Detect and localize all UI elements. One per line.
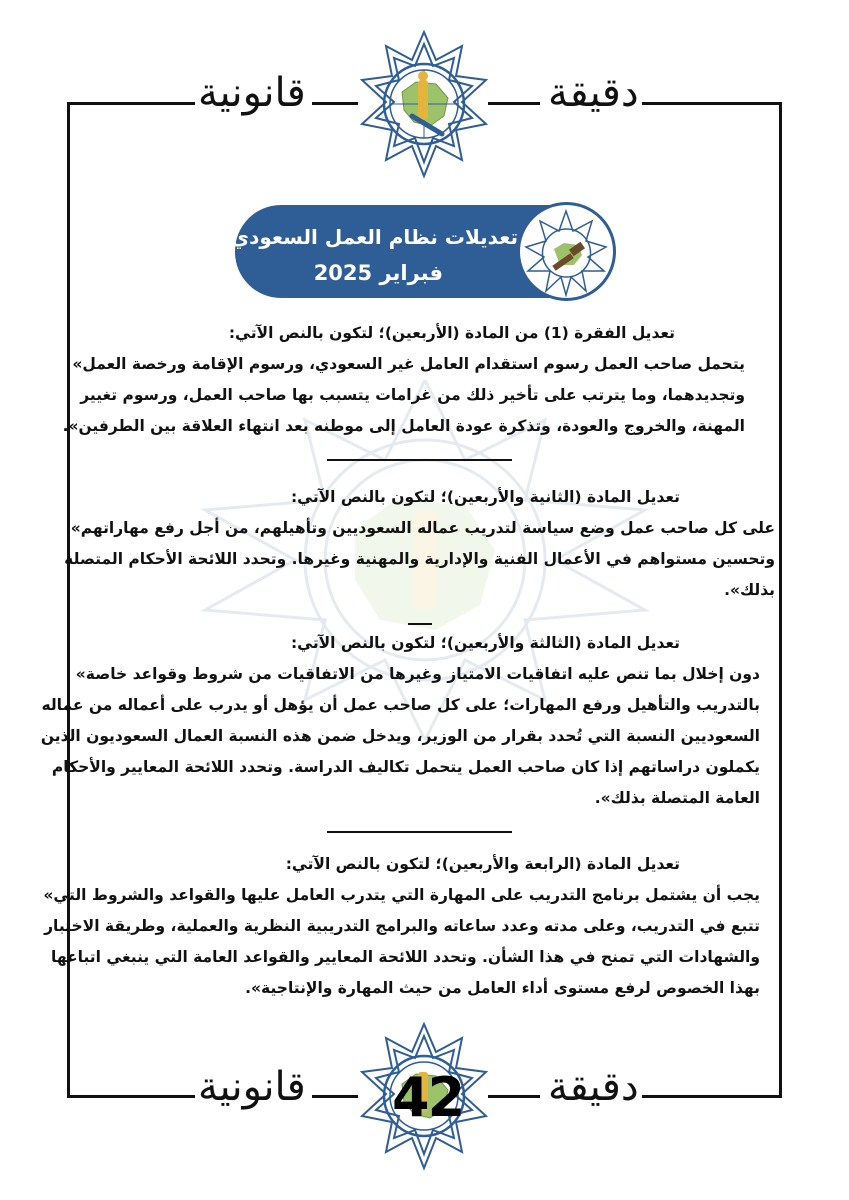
section-3 bbox=[40, 628, 775, 814]
section-1 bbox=[62, 318, 775, 442]
frame-right-line bbox=[779, 102, 782, 1098]
frame-top-mid-left-line bbox=[312, 102, 358, 105]
header-word-qanuniya: قانونية bbox=[198, 70, 306, 116]
section-line: السعوديين النسبة التي تُحدد بقرار من الوزير، ويدخل ضمن هذه النسبة العمال السعوديون الذين bbox=[40, 727, 760, 745]
section-line: دون إخلال بما تنص عليه اتفاقيات الامتياز وغيرها من الاتفاقيات من شروط وقواعد خاصة» bbox=[75, 665, 760, 683]
section-divider bbox=[408, 623, 432, 625]
saudi-map-compass-emblem-icon bbox=[358, 30, 490, 180]
section-line: العامة المتصلة بذلك». bbox=[594, 789, 760, 807]
section-heading: تعديل المادة (الرابعة والأربعين)؛ لتكون بالنص الآتي: bbox=[285, 855, 680, 873]
document-date: فبراير 2025 bbox=[313, 261, 443, 285]
frame-bottom-left-line bbox=[67, 1095, 195, 1098]
frame-bottom-right-line bbox=[642, 1095, 782, 1098]
section-line: يتحمل صاحب العمل رسوم استقدام العامل غير السعودي، ورسوم الإقامة ورخصة العمل» bbox=[72, 355, 745, 373]
section-heading: تعديل المادة (الثانية والأربعين)؛ لتكون بالنص الآتي: bbox=[290, 488, 680, 506]
section-line: المهنة، والخروج والعودة، وتذكرة عودة العامل إلى موطنه بعد انتهاء العلاقة بين الطرفين». bbox=[62, 417, 745, 435]
section-line: بذلك». bbox=[724, 581, 775, 599]
section-line: تتبع في التدريب، وعلى مدته وعدد ساعاته والبرامج التدريبية النظرية والعملية، وطريقة الاختبار bbox=[44, 917, 760, 935]
section-line: وتجديدهما، وما يترتب على تأخير ذلك من غرامات يتسبب بها صاحب العمل، ورسوم تغيير bbox=[80, 386, 745, 404]
footer-word-daqiqa: دقيقة bbox=[548, 1064, 639, 1110]
section-4 bbox=[43, 849, 775, 1004]
section-divider bbox=[327, 459, 512, 461]
title-banner bbox=[230, 205, 613, 298]
section-line: والشهادات التي تمنح في هذا الشأن. وتحدد اللائحة المعايير والقواعد العامة التي ينبغي اتباعها bbox=[51, 948, 760, 966]
frame-top-mid-right-line bbox=[488, 102, 540, 105]
section-line: بالتدريب والتأهيل ورفع المهارات؛ على كل صاحب عمل أن يؤهل أو يدرب على أعماله من عماله bbox=[41, 696, 760, 714]
section-divider bbox=[327, 831, 512, 833]
section-2 bbox=[64, 482, 775, 606]
section-line: بهذا الخصوص لرفع مستوى أداء العامل من حيث المهارة والإنتاجية». bbox=[245, 979, 760, 997]
section-line: يجب أن يشتمل برنامج التدريب على المهارة التي يتدرب العامل عليها والقواعد والشروط التي» bbox=[43, 886, 760, 904]
frame-top-left-line bbox=[67, 102, 195, 105]
section-heading: تعديل المادة (الثالثة والأربعين)؛ لتكون بالنص الآتي: bbox=[290, 634, 680, 652]
section-line: على كل صاحب عمل وضع سياسة لتدريب عماله السعوديين وتأهيلهم، من أجل رفع مهاراتهم» bbox=[70, 519, 775, 537]
gavel-scales-seal-icon bbox=[516, 201, 617, 302]
frame-bottom-mid-right-line bbox=[488, 1095, 540, 1098]
section-line: وتحسين مستواهم في الأعمال الفنية والإدارية والمهنية وغيرها. وتحدد اللائحة الأحكام المتصلة bbox=[64, 550, 775, 568]
frame-bottom-mid-left-line bbox=[312, 1095, 358, 1098]
frame-top-right-line bbox=[642, 102, 782, 105]
section-line: يكملون دراساتهم إذا كان صاحب العمل يتحمل تكاليف الدراسة. وتحدد اللائحة المعايير والأحكام bbox=[51, 758, 760, 776]
document-title: تعديلات نظام العمل السعودي bbox=[230, 225, 518, 249]
header-word-daqiqa: دقيقة bbox=[548, 70, 639, 116]
footer-word-qanuniya: قانونية bbox=[198, 1064, 306, 1110]
page-number: 42 bbox=[392, 1066, 464, 1129]
section-heading: تعديل الفقرة (1) من المادة (الأربعين)؛ لتكون بالنص الآتي: bbox=[228, 324, 675, 342]
